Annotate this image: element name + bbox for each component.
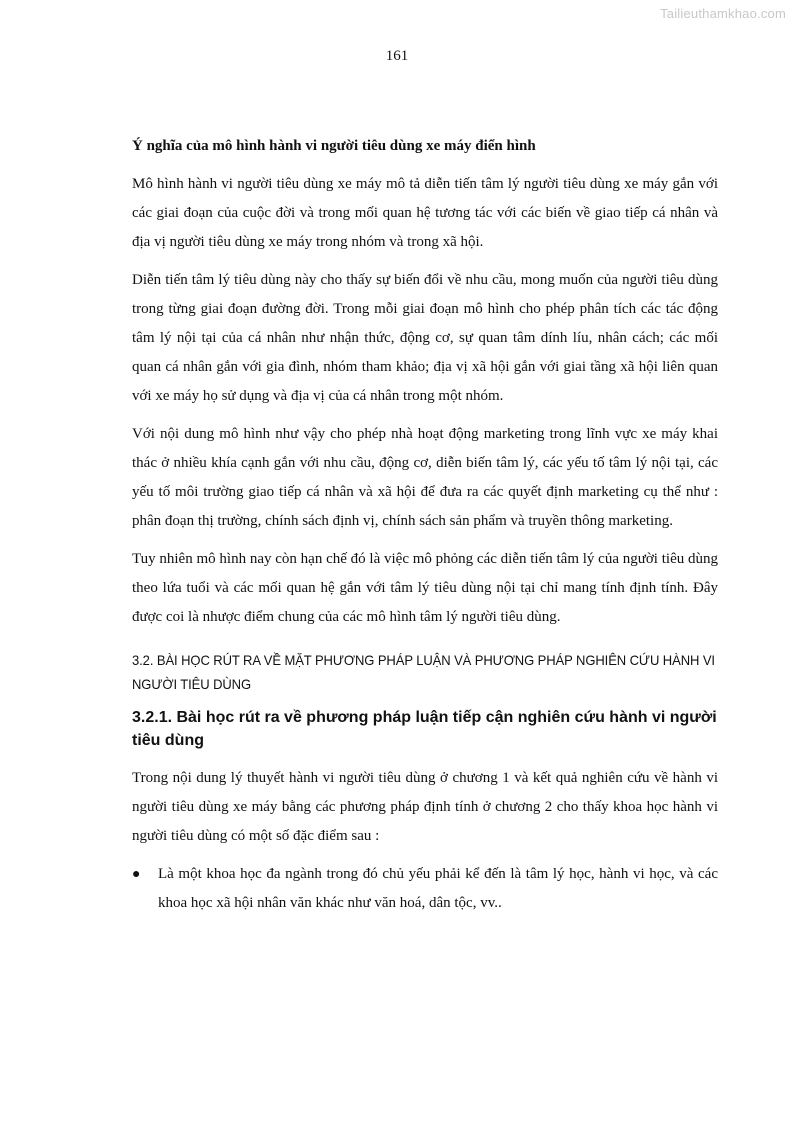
body-paragraph: Mô hình hành vi người tiêu dùng xe máy mô tả diễn tiến tâm lý người tiêu dùng xe máy gắn với các giai đoạn của cuộc đời và trong mối quan hệ tương tác với các biến về giao tiếp cá nhân và địa vị người tiêu dùng xe máy trong nhóm và trong xã hội. (132, 176, 718, 250)
body-paragraph: Diễn tiến tâm lý tiêu dùng này cho thấy sự biến đổi về nhu cầu, mong muốn của người tiêu dùng trong từng giai đoạn đường đời. Trong mỗi giai đoạn mô hình cho phép phân tích các tác động tâm lý nội tại của cá nhân như nhận thức, động cơ, sự quan tâm dính líu, nhân cách; các mối quan cá nhân gắn với gia đình, nhóm tham khảo; địa vị xã hội gắn với giai tầng xã hội liên quan với xe máy họ sử dụng và địa vị của cá nhân trong một nhóm. (132, 272, 718, 404)
bullet-list (132, 860, 718, 918)
page-content (132, 134, 718, 918)
list-item-text: Là một khoa học đa ngành trong đó chủ yếu phải kể đến là tâm lý học, hành vi học, và các khoa học xã hội nhân văn khác như văn hoá, dân tộc, vv.. (158, 866, 718, 911)
body-paragraph: Với nội dung mô hình như vậy cho phép nhà hoạt động marketing trong lĩnh vực xe máy khai thác ở nhiều khía cạnh gắn với nhu cầu, động cơ, diễn biến tâm lý, các yếu tố tâm lý nội tại, các yếu tố môi trường giao tiếp cá nhân và xã hội để đưa ra các quyết định marketing cụ thể như : phân đoạn thị trường, chính sách định vị, chính sách sản phẩm và truyền thông marketing. (132, 426, 718, 529)
watermark: Tailieuthamkhao.com (660, 6, 786, 21)
body-paragraph: Trong nội dung lý thuyết hành vi người tiêu dùng ở chương 1 và kết quả nghiên cứu về hành vi người tiêu dùng xe máy bằng các phương pháp định tính ở chương 2 cho thấy khoa học hành vi người tiêu dùng có một số đặc điểm sau : (132, 770, 718, 844)
list-item (132, 860, 718, 918)
page-number: 161 (385, 48, 409, 64)
bullet-icon: ● (132, 867, 141, 882)
body-paragraph: Tuy nhiên mô hình nay còn hạn chế đó là việc mô phỏng các diễn tiến tâm lý của người tiêu dùng theo lứa tuổi và các mối quan hệ gắn với tâm lý tiêu dùng nội tại chỉ mang tính định tính. Đây được coi là nhược điểm chung của các mô hình tâm lý người tiêu dùng. (132, 551, 718, 625)
paragraph-heading: Ý nghĩa của mô hình hành vi người tiêu dùng xe máy điển hình (132, 138, 536, 154)
section-heading: 3.2. BÀI HỌC RÚT RA VỀ MẶT PHƯƠNG PHÁP LUẬN VÀ PHƯƠNG PHÁP NGHIÊN CỨU HÀNH VI NGƯỜI TIÊU DÙNG (132, 652, 715, 692)
subsection-heading: 3.2.1. Bài học rút ra về phương pháp luận tiếp cận nghiên cứu hành vi người tiêu dùng (132, 709, 717, 749)
